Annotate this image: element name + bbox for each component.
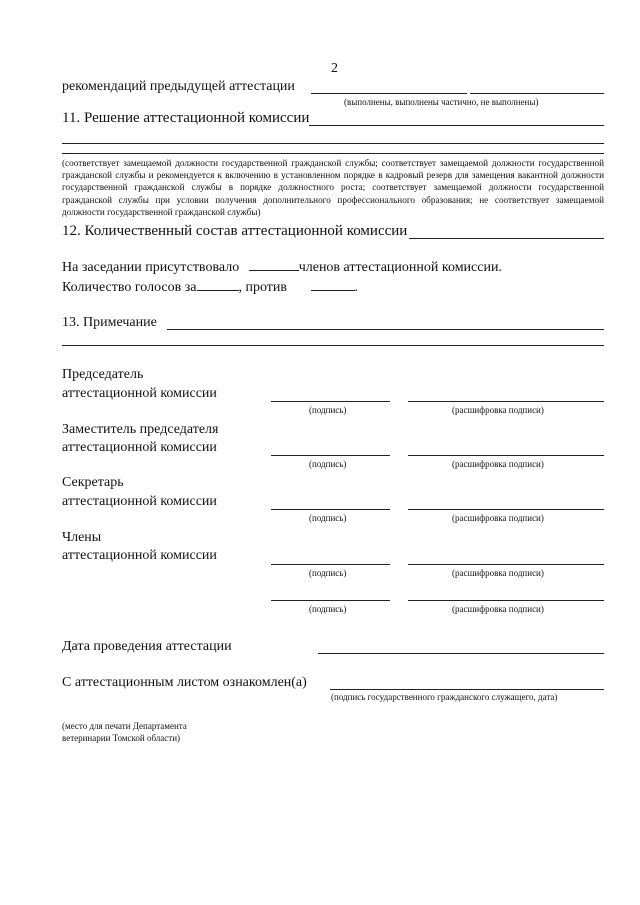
extra-decode-caption: (расшифровка подписи) <box>452 604 544 614</box>
deputy-signature-line[interactable] <box>271 455 390 456</box>
recommendations-line-2[interactable] <box>470 93 604 94</box>
stamp-note-line-1: (место для печати Департамента <box>62 721 187 731</box>
extra-signature-caption: (подпись) <box>309 604 347 614</box>
section11-line-2[interactable] <box>62 143 604 144</box>
attendance-suffix: членов аттестационной комиссии. <box>298 260 502 275</box>
chairman-decode-line[interactable] <box>408 401 604 402</box>
chairman-title-1: Председатель <box>62 367 144 382</box>
page-number: 2 <box>331 61 338 76</box>
members-title-2: аттестационной комиссии <box>62 548 217 563</box>
votes-for-field[interactable] <box>197 278 239 291</box>
votes-against-field[interactable] <box>311 278 355 291</box>
votes-prefix: Количество голосов за <box>62 280 197 295</box>
members-decode-line[interactable] <box>408 564 604 565</box>
secretary-signature-caption: (подпись) <box>309 513 347 523</box>
members-signature-caption: (подпись) <box>309 568 347 578</box>
secretary-title-2: аттестационной комиссии <box>62 494 217 509</box>
acquainted-line[interactable] <box>330 689 604 690</box>
section11-explanation: (соответствует замещаемой должности государственной гражданской службы; соответствует замещаемой должности государственной гражданской службы и рекомендуется к включению в установленном порядке в кадровый резерв для замещения вакантной должности государственной гражданской службы в порядке должностного роста; соответствует замещаемой должности государственной гражданской службы при условии получения дополнительного профессионального образования; не соответствует замещаемой должности государственной гражданской службы) <box>62 158 604 217</box>
section11-label: 11. Решение аттестационной комиссии <box>62 110 310 126</box>
section13-label: 13. Примечание <box>62 315 157 330</box>
secretary-decode-line[interactable] <box>408 509 604 510</box>
acquainted-label: С аттестационным листом ознакомлен(а) <box>62 675 307 690</box>
date-label: Дата проведения аттестации <box>62 639 232 654</box>
acquainted-caption: (подпись государственного гражданского служащего, дата) <box>331 692 558 702</box>
chairman-signature-caption: (подпись) <box>309 405 347 415</box>
chairman-decode-caption: (расшифровка подписи) <box>452 405 544 415</box>
members-title-1: Члены <box>62 530 102 545</box>
section12-label: 12. Количественный состав аттестационной комиссии <box>62 223 408 239</box>
votes-row <box>62 278 358 296</box>
date-line[interactable] <box>318 653 604 654</box>
attendance-prefix: На заседании присутствовало <box>62 260 240 275</box>
secretary-decode-caption: (расшифровка подписи) <box>452 513 544 523</box>
section13-line-2[interactable] <box>62 345 604 346</box>
stamp-note-line-2: ветеринарии Томской области) <box>62 733 181 743</box>
extra-decode-line[interactable] <box>408 600 604 601</box>
votes-middle: , против <box>238 280 288 295</box>
secretary-signature-line[interactable] <box>271 509 390 510</box>
deputy-signature-caption: (подпись) <box>309 459 347 469</box>
recommendations-line-1[interactable] <box>311 93 467 94</box>
chairman-title-2: аттестационной комиссии <box>62 386 217 401</box>
secretary-title-1: Секретарь <box>62 475 124 490</box>
members-decode-caption: (расшифровка подписи) <box>452 568 544 578</box>
recommendations-caption: (выполнены, выполнены частично, не выполнены) <box>344 97 539 107</box>
votes-end: . <box>354 280 359 295</box>
chairman-signature-line[interactable] <box>271 401 390 402</box>
recommendations-label: рекомендаций предыдущей аттестации <box>62 79 295 94</box>
section13-line-1[interactable] <box>167 329 604 330</box>
extra-signature-line[interactable] <box>271 600 390 601</box>
attendance-row <box>62 258 502 276</box>
members-signature-line[interactable] <box>271 564 390 565</box>
attendance-count-field[interactable] <box>249 258 299 271</box>
deputy-decode-line[interactable] <box>408 455 604 456</box>
section11-line-1[interactable] <box>309 125 604 126</box>
section11-line-3[interactable] <box>62 153 604 154</box>
deputy-title-2: аттестационной комиссии <box>62 440 217 455</box>
section12-line[interactable] <box>409 238 604 239</box>
deputy-decode-caption: (расшифровка подписи) <box>452 459 544 469</box>
deputy-title-1: Заместитель председателя <box>62 422 219 437</box>
